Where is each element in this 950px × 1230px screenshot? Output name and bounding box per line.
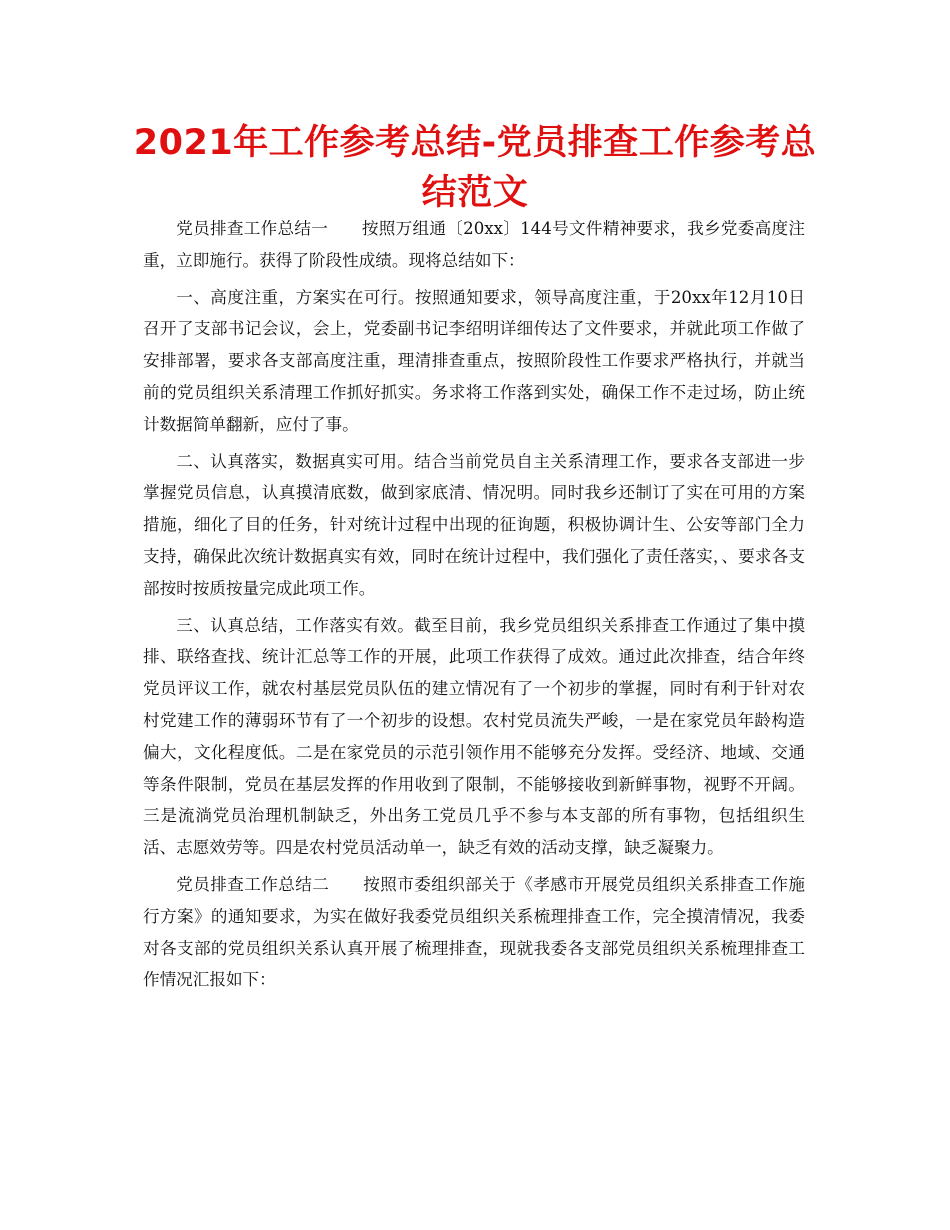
paragraph-summary-two-intro: 党员排查工作总结二 按照市委组织部关于《孝感市开展党员组织关系排查工作施行方案》的通知要求，为实在做好我委党员组织关系梳理排查工作，完全摸清情况，我委对各支部的党员组织关系认真开展了梳理排查，现就我委各支部党员组织关系梳理排查工作情况汇报如下： [143,874,805,990]
paragraph-section-one: 一、高度注重，方案实在可行。按照通知要求，领导高度注重，于20xx年12月10日召开了支部书记会议，会上，党委副书记李绍明详细传达了文件要求，并就此项工作做了安排部署，要求各支部高度注重，理清排查重点，按照阶段性工作要求严格执行，并就当前的党员组织关系清理工作抓好抓实。务求将工作落到实处，确保工作不走过场，防止统计数据简单翻新，应付了事。 [143,287,805,434]
paragraph-summary-one-intro: 党员排查工作总结一 按照万组通〔20xx〕144号文件精神要求，我乡党委高度注重，立即施行。获得了阶段性成绩。现将总结如下： [143,219,805,270]
paragraph-section-two: 二、认真落实，数据真实可用。结合当前党员自主关系清理工作，要求各支部进一步掌握党员信息，认真摸清底数，做到家底清、情况明。同时我乡还制订了实在可用的方案措施，细化了目的任务，针对统计过程中出现的征询题，积极协调计生、公安等部门全力支持，确保此次统计数据真实有效，同时在统计过程中，我们强化了责任落实，、要求各支部按时按质按量完成此项工作。 [143,451,805,598]
document-body [143,213,805,1001]
paragraph-section-three: 三、认真总结，工作落实有效。截至目前，我乡党员组织关系排查工作通过了集中摸排、联络查找、统计汇总等工作的开展，此项工作获得了成效。通过此次排查，结合年终党员评议工作，就农村基层党员队伍的建立情况有了一个初步的掌握，同时有利于针对农村党建工作的薄弱环节有了一个初步的设想。农村党员流失严峻，一是在家党员年龄构造偏大，文化程度低。二是在家党员的示范引领作用不能够充分发挥。受经济、地域、交通等条件限制，党员在基层发挥的作用收到了限制，不能够接收到新鲜事物，视野不开阔。三是流淌党员治理机制缺乏，外出务工党员几乎不参与本支部的所有事物，包括组织生活、志愿效劳等。四是农村党员活动单一，缺乏有效的活动支撑，缺乏凝聚力。 [143,615,805,858]
document-title: 2021年工作参考总结-党员排查工作参考总结范文 [133,123,817,213]
